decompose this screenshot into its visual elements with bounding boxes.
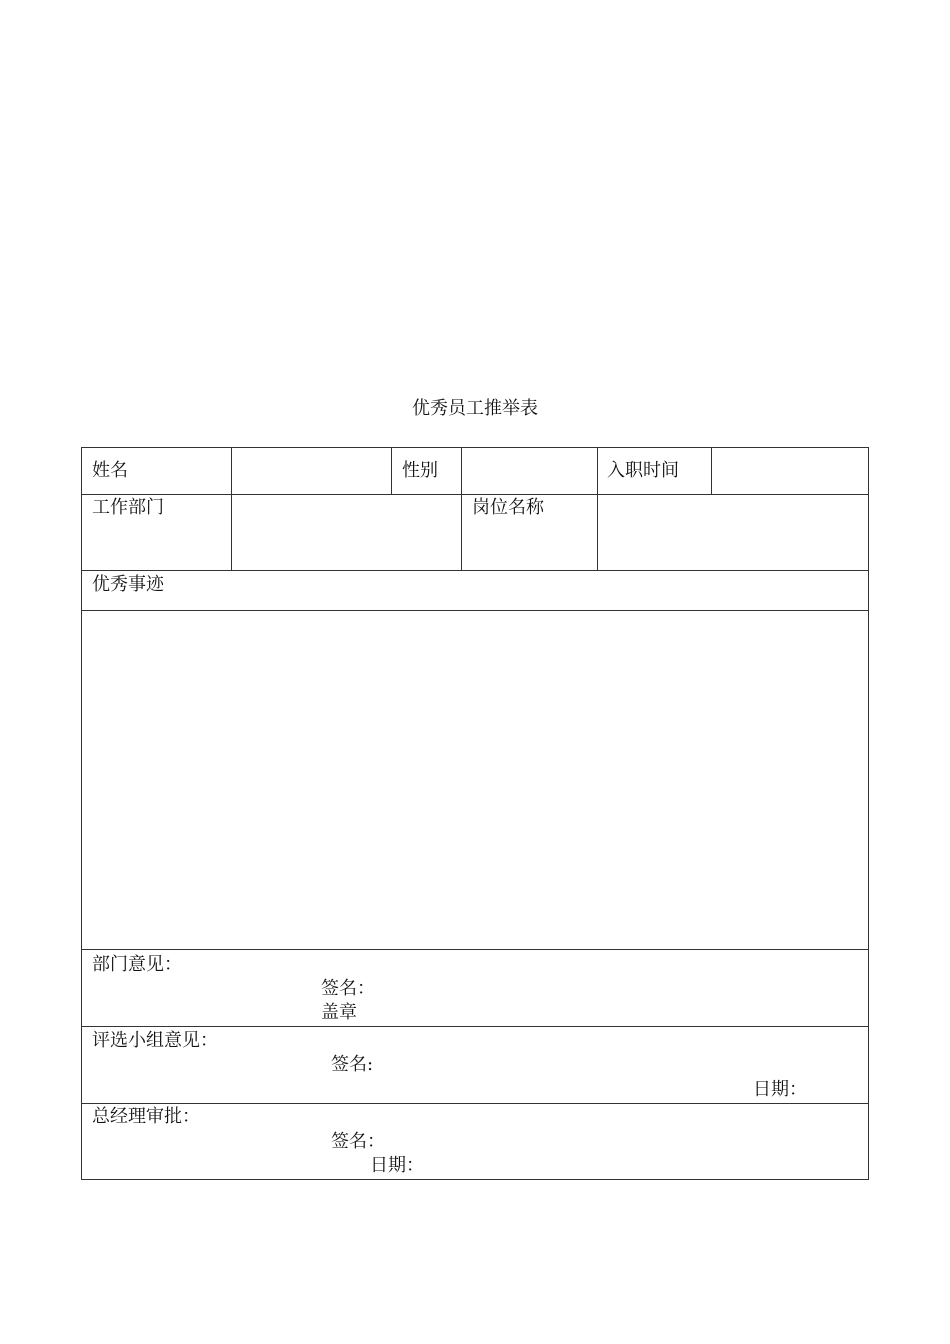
deeds-label: 优秀事迹: [92, 574, 164, 595]
row-divider: [82, 949, 868, 950]
name-field[interactable]: [232, 448, 391, 494]
form-title: 优秀员工推举表: [412, 398, 538, 419]
gm-approval-label: 总经理审批：: [92, 1106, 200, 1127]
hire-date-field[interactable]: [712, 448, 868, 494]
gm-signature-label: 签名：: [331, 1131, 385, 1152]
column-divider: [391, 448, 392, 494]
committee-date-label: 日期：: [753, 1079, 807, 1100]
row-divider: [82, 570, 868, 571]
deeds-field[interactable]: [82, 611, 868, 949]
row-divider: [82, 1103, 868, 1104]
dept-signature-label: 签名：: [321, 978, 375, 999]
gm-date-label: 日期：: [370, 1155, 424, 1176]
dept-opinion-label: 部门意见：: [92, 954, 182, 975]
committee-opinion-label: 评选小组意见：: [92, 1030, 218, 1051]
gender-label: 性别: [402, 460, 438, 481]
department-field[interactable]: [232, 495, 461, 570]
name-label: 姓名: [92, 460, 128, 481]
column-divider: [461, 494, 462, 570]
dept-seal-label: 盖章: [321, 1002, 357, 1023]
nomination-form-table: [81, 447, 869, 1180]
position-label: 岗位名称: [472, 497, 544, 518]
position-field[interactable]: [598, 495, 868, 570]
row-divider: [82, 1026, 868, 1027]
department-label: 工作部门: [92, 497, 164, 518]
hire-date-label: 入职时间: [607, 460, 679, 481]
gender-field[interactable]: [462, 448, 597, 494]
committee-signature-label: 签名:: [331, 1054, 374, 1075]
column-divider: [597, 448, 598, 494]
